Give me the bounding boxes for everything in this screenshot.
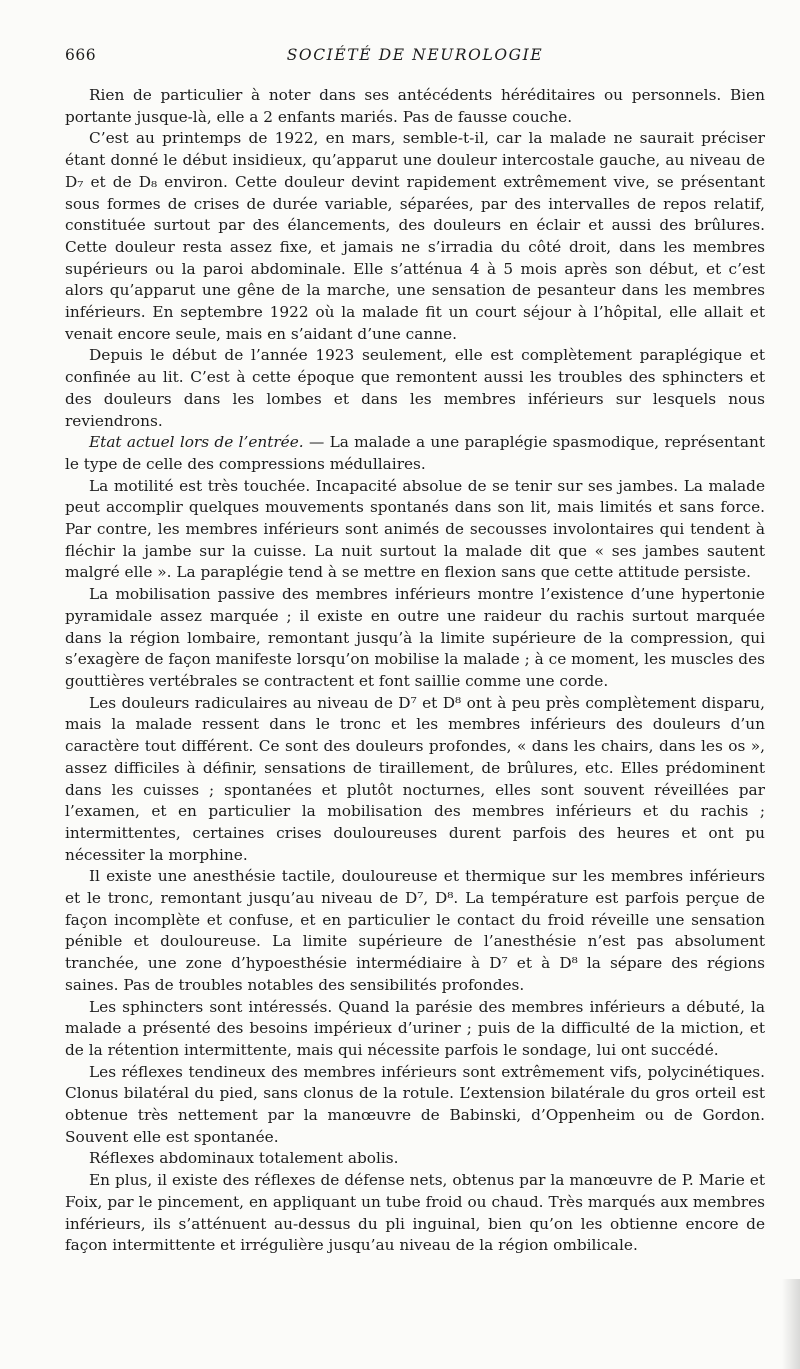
paragraph: La motilité est très touchée. Incapacité absolue de se tenir sur ses jambes. La malade peut accomplir quelques mouvements spontanés dans son lit, mais limités et sans force. Par contre, les membres inférieurs sont animés de secousses involontaires qui tendent à fléchir la jambe sur la cuisse. La nuit surtout la malade dit que « ses jambes sautent malgré elle ». La paraplégie tend à se mettre en flexion sans que cette attitude persiste. bbox=[65, 476, 765, 582]
paragraph: En plus, il existe des réflexes de défense nets, obtenus par la manœuvre de P. Marie et Foix, par le pincement, en appliquant un tube froid ou chaud. Très marqués aux membres inférieurs, ils s’atténuent au-dessus du pli inguinal, bien qu’on les obtienne encore de façon intermittente et irrégulière jusqu’au niveau de la région ombilicale. bbox=[65, 1171, 765, 1255]
paragraph: Les sphincters sont intéressés. Quand la parésie des membres inférieurs a débuté, la malade a présenté des besoins impérieux d’uriner ; puis de la difficulté de la miction, et de la rétention intermittente, mais qui nécessite parfois le sondage, lui ont succédé. bbox=[65, 997, 765, 1059]
paragraph bbox=[65, 432, 765, 475]
paragraph: Les douleurs radiculaires au niveau de D⁷ et D⁸ ont à peu près complètement disparu, mais la malade ressent dans le tronc et les membres inférieurs des douleurs d’un caractère tout différent. Ce sont des douleurs profondes, « dans les chairs, dans les os », assez difficiles à définir, sensations de tiraillement, de brûlures, etc. Elles prédominent dans les cuisses ; spontanées et plutôt nocturnes, elles sont souvent réveillées par l’examen, et en particulier la mobilisation des membres inférieurs et du rachis ; intermittentes, certaines crises douloureuses durent parfois des heures et ont pu nécessiter la morphine. bbox=[65, 693, 765, 864]
page-header bbox=[65, 46, 765, 68]
running-head: SOCIÉTÉ DE NEUROLOGIE bbox=[286, 46, 544, 64]
paragraph: Il existe une anesthésie tactile, douloureuse et thermique sur les membres inférieurs et le tronc, remontant jusqu’au niveau de D⁷, D⁸. La température est parfois perçue de façon incomplète et confuse, et en particulier le contact du froid réveille une sensation pénible et douloureuse. La limite supérieure de l’anesthésie n’est pas absolument tranchée, une zone d’hypoesthésie intermédiaire à D⁷ et à D⁸ la sépare des régions saines. Pas de troubles notables des sensibilités profondes. bbox=[65, 867, 765, 994]
paragraph: Depuis le début de l’année 1923 seulement, elle est complètement paraplégique et confinée au lit. C’est à cette époque que remontent aussi les troubles des sphincters et des douleurs dans les lombes et dans les membres inférieurs sur lesquels nous reviendrons. bbox=[65, 346, 765, 430]
paragraph-text: — La malade a une paraplégie spasmodique, représentant le type de celle des compressions médullaires. bbox=[65, 433, 766, 473]
section-lead: Etat actuel lors de l’entrée. bbox=[89, 433, 304, 452]
body-text bbox=[65, 85, 765, 1257]
paragraph: Réflexes abdominaux totalement abolis. bbox=[89, 1149, 399, 1168]
paragraph: Les réflexes tendineux des membres inférieurs sont extrêmement vifs, polycinétiques. Clonus bilatéral du pied, sans clonus de la rotule. L’extension bilatérale du gros orteil est obtenue très nettement par la manœuvre de Babinski, d’Oppenheim ou de Gordon. Souvent elle est spontanée. bbox=[65, 1062, 765, 1146]
paragraph: C’est au printemps de 1922, en mars, semble-t-il, car la malade ne saurait préciser étant donné le début insidieux, qu’apparut une douleur intercostale gauche, au niveau de D₇ et de D₈ environ. Cette douleur devint rapidement extrêmement vive, se présentant sous formes de crises de durée variable, séparées, par des intervalles de repos relatif, constituée surtout par des élancements, des douleurs en éclair et aussi des brûlures. Cette douleur resta assez fixe, et jamais ne s’irradia du côté droit, dans les membres supérieurs ou la paroi abdominale. Elle s’atténua 4 à 5 mois après son début, et c’est alors qu’apparut une gêne de la marche, une sensation de pesanteur dans les membres inférieurs. En septembre 1922 où la malade fit un court séjour à l’hôpital, elle allait et venait encore seule, mais en s’aidant d’une canne. bbox=[65, 129, 765, 343]
paragraph: La mobilisation passive des membres inférieurs montre l’existence d’une hypertonie pyramidale assez marquée ; il existe en outre une raideur du rachis surtout marquée dans la région lombaire, remontant jusqu’à la limite supérieure de la compression, qui s’exagère de façon manifeste lorsqu’on mobilise la malade ; à ce moment, les muscles des gouttières vertébrales se contractent et font saillie comme une corde. bbox=[65, 585, 765, 690]
paragraph: Rien de particulier à noter dans ses antécédents héréditaires ou personnels. Bien portante jusque-là, elle a 2 enfants mariés. Pas de fausse couche. bbox=[65, 86, 765, 126]
page-number: 666 bbox=[65, 46, 97, 64]
scan-edge-shadow bbox=[782, 1279, 800, 1369]
